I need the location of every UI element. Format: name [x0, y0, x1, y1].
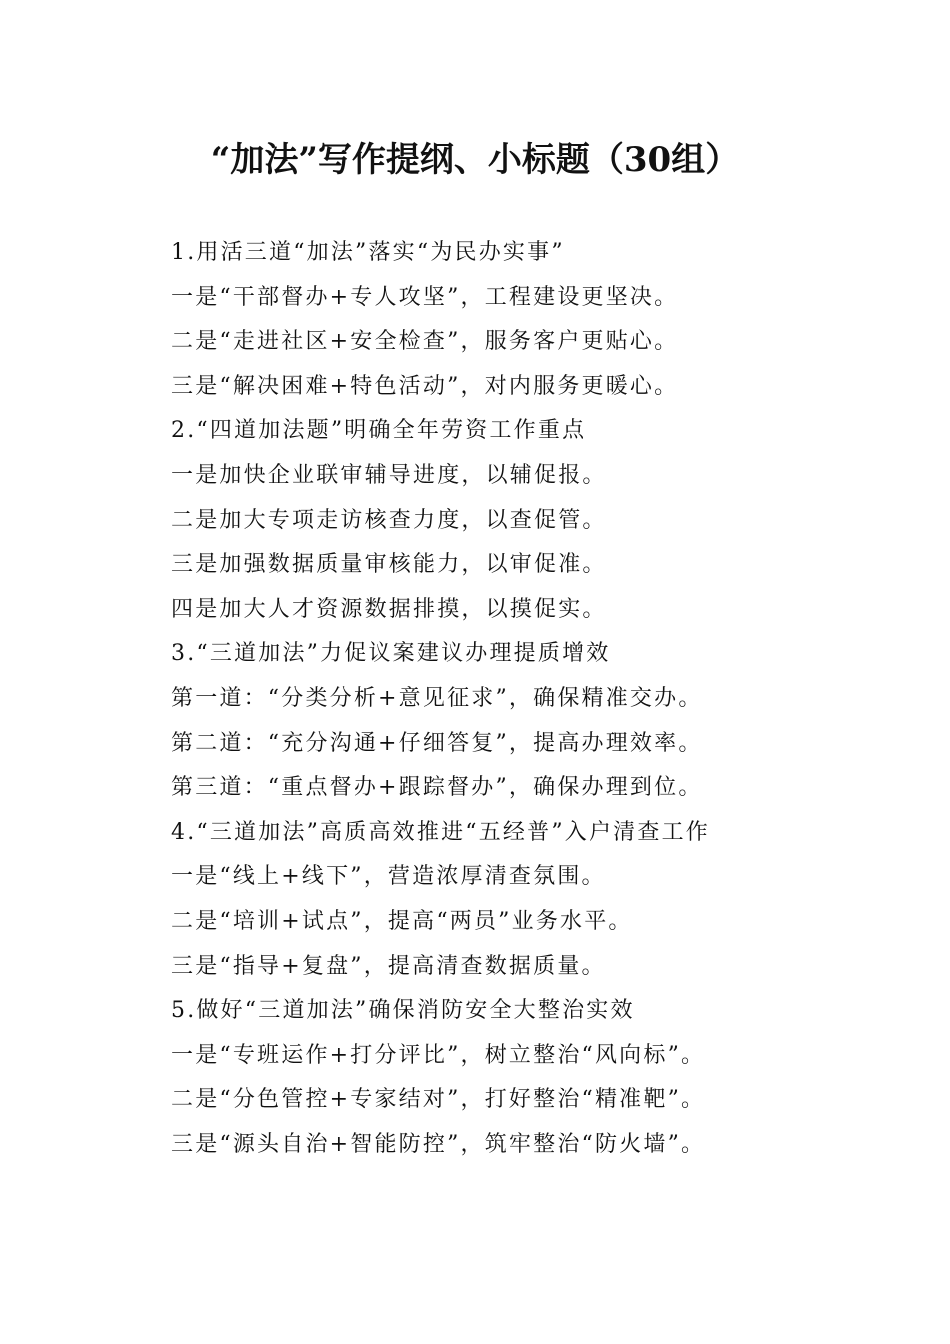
- section-heading: 3.“三道加法”力促议案建议办理提质增效: [171, 641, 611, 667]
- document-title: “加法”写作提纲、小标题（30组）: [210, 140, 740, 180]
- list-item: 二是“走进社区+安全检查”，服务客户更贴心。: [171, 329, 679, 355]
- list-item: 二是加大专项走访核查力度，以查促管。: [171, 507, 607, 533]
- document-body: [171, 231, 911, 1167]
- list-item: 四是加大人才资源数据排摸，以摸促实。: [171, 596, 607, 622]
- list-item: 三是“源头自治+智能防控”，筑牢整治“防火墙”。: [171, 1131, 706, 1157]
- list-item: 二是“培训+试点”，提高“两员”业务水平。: [171, 908, 633, 934]
- list-item: 第二道：“充分沟通+仔细答复”，提高办理效率。: [171, 730, 703, 756]
- section-heading: 1.用活三道“加法”落实“为民办实事”: [171, 240, 565, 265]
- section-heading: 5.做好“三道加法”确保消防安全大整治实效: [171, 998, 635, 1024]
- list-item: 一是“专班运作+打分评比”，树立整治“风向标”。: [171, 1042, 706, 1068]
- list-item: 一是“干部督办+专人攻坚”，工程建设更坚决。: [171, 284, 679, 310]
- list-item: 三是“指导+复盘”，提高清查数据质量。: [171, 953, 606, 979]
- list-item: 第一道：“分类分析+意见征求”，确保精准交办。: [171, 685, 703, 711]
- list-item: 第三道：“重点督办+跟踪督办”，确保办理到位。: [171, 775, 703, 801]
- section-heading: 4.“三道加法”高质高效推进“五经普”入户清查工作: [171, 819, 710, 845]
- list-item: 三是加强数据质量审核能力，以审促准。: [171, 552, 607, 578]
- list-item: 一是加快企业联审辅导进度，以辅促报。: [171, 462, 607, 488]
- list-item: 三是“解决困难+特色活动”，对内服务更暖心。: [171, 373, 679, 399]
- list-item: 一是“线上+线下”，营造浓厚清查氛围。: [171, 864, 606, 890]
- list-item: 二是“分色管控+专家结对”，打好整治“精准靶”。: [171, 1087, 706, 1113]
- section-heading: 2.“四道加法题”明确全年劳资工作重点: [171, 418, 587, 444]
